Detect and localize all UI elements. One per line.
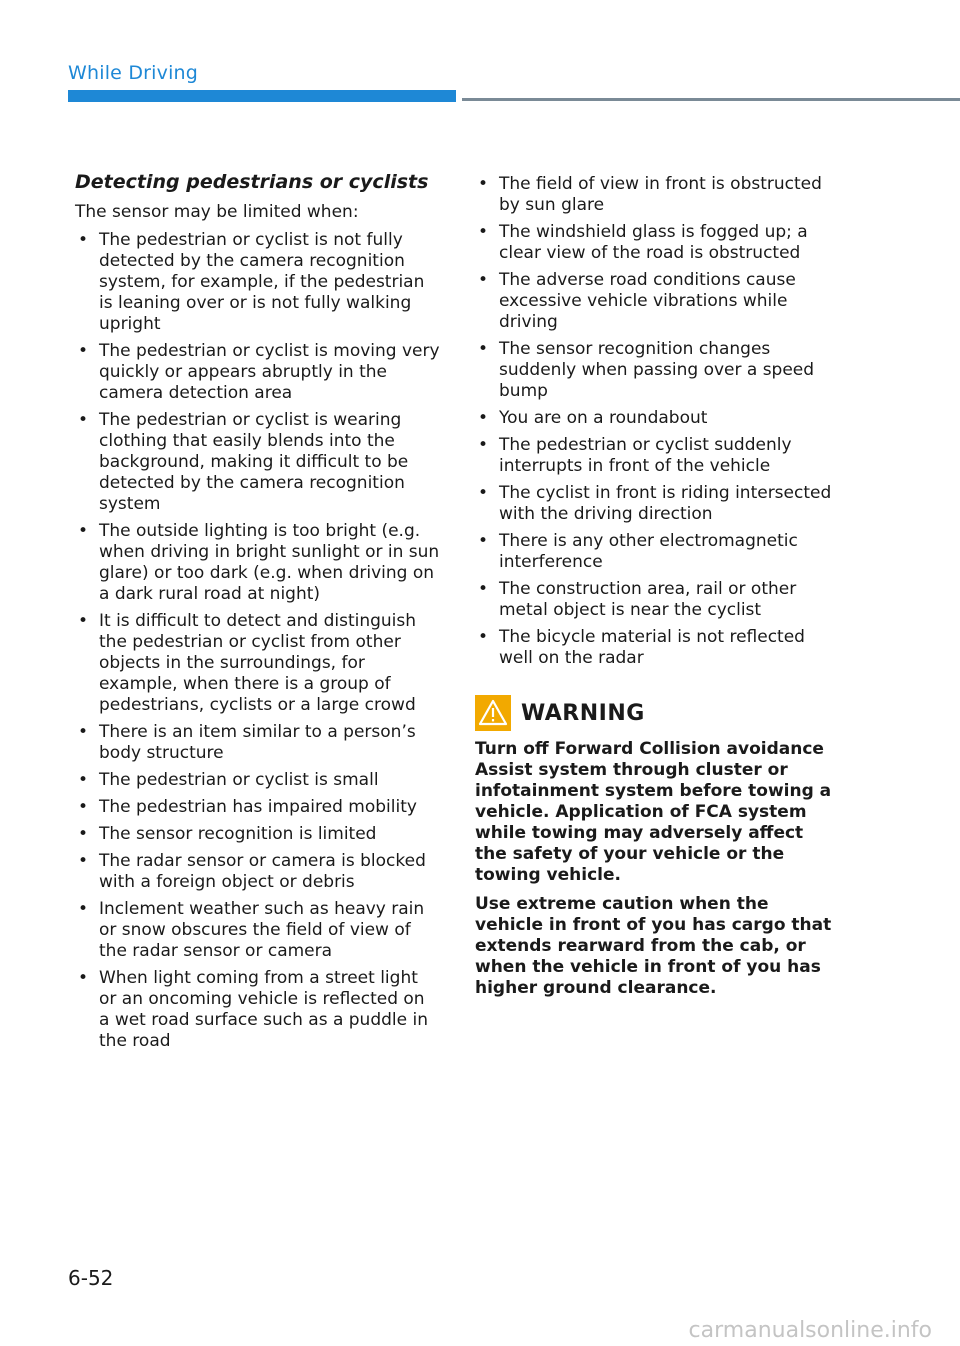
warning-triangle-icon xyxy=(475,695,511,731)
warning-title-row xyxy=(475,695,840,731)
bullet-dot-icon: • xyxy=(78,611,89,631)
bullet-item xyxy=(475,408,840,429)
left-column xyxy=(75,172,440,1058)
bullet-item xyxy=(475,339,840,402)
bullet-text: Inclement weather such as heavy rain or snow obscures the field of view of the radar sensor or camera xyxy=(99,899,425,961)
bullet-item xyxy=(475,222,840,264)
right-column xyxy=(475,174,840,1007)
warning-block xyxy=(475,695,840,999)
bullet-item xyxy=(75,722,440,764)
bullet-item xyxy=(475,483,840,525)
bullet-text: The cyclist in front is riding intersected with the driving direction xyxy=(499,483,832,524)
bullet-item xyxy=(475,270,840,333)
bullet-text: The pedestrian or cyclist suddenly interrupts in front of the vehicle xyxy=(499,435,792,476)
bullet-item xyxy=(475,174,840,216)
bullet-dot-icon: • xyxy=(478,174,489,194)
warning-label: WARNING xyxy=(521,700,645,726)
bullet-text: The field of view in front is obstructed by sun glare xyxy=(499,174,822,215)
watermark-text: carmanualsonline.info xyxy=(688,1318,932,1343)
left-bullet-list xyxy=(75,230,440,1052)
bullet-text: The pedestrian has impaired mobility xyxy=(99,797,417,817)
bullet-text: It is difficult to detect and distinguish the pedestrian or cyclist from other objects in the surroundings, for example, when there is a group of pedestrians, cyclists or a large crowd xyxy=(99,611,417,715)
bullet-dot-icon: • xyxy=(78,722,89,742)
bullet-dot-icon: • xyxy=(78,968,89,988)
bullet-item xyxy=(75,230,440,335)
bullet-text: The outside lighting is too bright (e.g. when driving in bright sunlight or in sun glare) or too dark (e.g. when driving on a dark rural road at night) xyxy=(99,521,440,604)
bullet-text: There is any other electromagnetic interference xyxy=(499,531,798,572)
bullet-item xyxy=(75,824,440,845)
section-header-title: While Driving xyxy=(68,62,199,84)
bullet-item xyxy=(75,410,440,515)
intro-text: The sensor may be limited when: xyxy=(75,202,359,222)
bullet-item xyxy=(475,435,840,477)
bullet-text: The sensor recognition changes suddenly when passing over a speed bump xyxy=(499,339,815,401)
bullet-dot-icon: • xyxy=(78,797,89,817)
right-bullet-list xyxy=(475,174,840,669)
bullet-dot-icon: • xyxy=(78,230,89,250)
bullet-dot-icon: • xyxy=(478,579,489,599)
bullet-item xyxy=(475,531,840,573)
warning-paragraph-1: Turn off Forward Collision avoidance Assist system through cluster or infotainment system before towing a vehicle. Application of FCA system while towing may adversely affect the safety of your vehicle or the towing vehicle. xyxy=(475,739,832,885)
bullet-dot-icon: • xyxy=(478,270,489,290)
bullet-text: The radar sensor or camera is blocked with a foreign object or debris xyxy=(99,851,426,892)
bullet-text: When light coming from a street light or an oncoming vehicle is reflected on a wet road surface such as a puddle in the road xyxy=(99,968,429,1051)
page-number: 6-52 xyxy=(68,1266,114,1290)
bullet-item xyxy=(75,341,440,404)
bullet-dot-icon: • xyxy=(478,483,489,503)
section-heading: Detecting pedestrians or cyclists xyxy=(75,171,429,193)
bullet-item xyxy=(75,521,440,605)
bullet-dot-icon: • xyxy=(78,410,89,430)
bullet-item xyxy=(75,899,440,962)
bullet-item xyxy=(75,968,440,1052)
header-accent-bar xyxy=(68,90,456,102)
bullet-text: The sensor recognition is limited xyxy=(99,824,377,844)
bullet-item xyxy=(475,579,840,621)
bullet-dot-icon: • xyxy=(78,851,89,871)
warning-paragraph-2: Use extreme caution when the vehicle in front of you has cargo that extends rearward from the cab, or when the vehicle in front of you has higher ground clearance. xyxy=(475,894,832,998)
bullet-text: The adverse road conditions cause excessive vehicle vibrations while driving xyxy=(499,270,796,332)
bullet-text: The windshield glass is fogged up; a clear view of the road is obstructed xyxy=(499,222,808,263)
bullet-item xyxy=(75,611,440,716)
bullet-dot-icon: • xyxy=(478,408,489,428)
bullet-dot-icon: • xyxy=(78,899,89,919)
bullet-item xyxy=(75,770,440,791)
bullet-text: The pedestrian or cyclist is moving very quickly or appears abruptly in the camera detection area xyxy=(99,341,440,403)
bullet-dot-icon: • xyxy=(478,435,489,455)
bullet-text: There is an item similar to a person’s body structure xyxy=(99,722,416,763)
bullet-dot-icon: • xyxy=(78,341,89,361)
bullet-text: The bicycle material is not reflected well on the radar xyxy=(499,627,805,668)
header-rule xyxy=(462,98,960,101)
bullet-dot-icon: • xyxy=(478,339,489,359)
bullet-item xyxy=(475,627,840,669)
bullet-item xyxy=(75,851,440,893)
bullet-text: The pedestrian or cyclist is small xyxy=(99,770,379,790)
bullet-dot-icon: • xyxy=(78,824,89,844)
bullet-dot-icon: • xyxy=(78,521,89,541)
bullet-dot-icon: • xyxy=(78,770,89,790)
bullet-dot-icon: • xyxy=(478,627,489,647)
bullet-dot-icon: • xyxy=(478,222,489,242)
bullet-text: The construction area, rail or other metal object is near the cyclist xyxy=(499,579,797,620)
bullet-text: The pedestrian or cyclist is not fully detected by the camera recognition system, for example, if the pedestrian is leaning over or is not fully walking upright xyxy=(99,230,425,334)
bullet-item xyxy=(75,797,440,818)
bullet-text: You are on a roundabout xyxy=(499,408,708,428)
bullet-dot-icon: • xyxy=(478,531,489,551)
bullet-text: The pedestrian or cyclist is wearing clothing that easily blends into the background, making it difficult to be detected by the camera recognition system xyxy=(99,410,409,514)
